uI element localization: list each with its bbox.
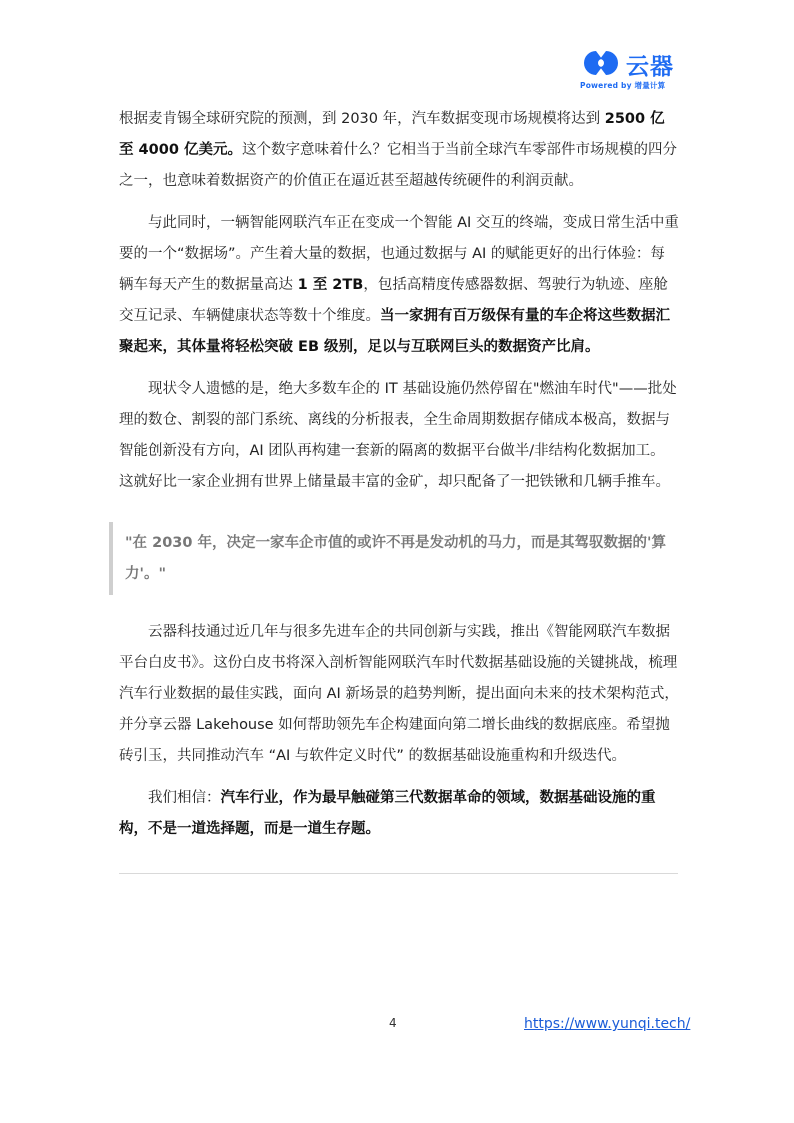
text-run: 这个数字意味着什么？它相当于当前全球汽车零部件市场规模的四分之一，也意味着数据资产的价值正在逼近甚至超越传统硬件的利润贡献。 — [119, 142, 677, 189]
website-link[interactable]: https://www.yunqi.tech/ — [524, 1016, 691, 1032]
paragraph — [119, 208, 679, 363]
brand-logo — [580, 46, 680, 92]
text-run: 与此同时，一辆智能网联汽车正在变成一个智能 AI 交互的终端，变成日常生活中重要的一个“数据场”。产生着大量的数据，也通过数据与 AI 的赋能更好的出行体验：每辆车每天产生的数据量高达 — [119, 215, 679, 293]
divider — [119, 873, 678, 874]
bold-run: 汽车行业，作为最早触碰第三代数据革命的领域，数据基础设施的重构，不是一道选择题，而是一道生存题。 — [119, 790, 656, 837]
article-body — [119, 104, 679, 845]
logo-name: 云器 — [626, 54, 674, 80]
paragraph: 现状令人遗憾的是，绝大多数车企的 IT 基础设施仍然停留在"燃油车时代"——批处理的数仓、割裂的部门系统、离线的分析报表，全生命周期数据存储成本极高，数据与智能创新没有方向，AI 团队再构建一套新的隔离的数据平台做半/非结构化数据加工。这就好比一家企业拥有世界上储量最丰富的金矿，却只配备了一把铁锹和几辆手推车。 — [119, 381, 677, 490]
bold-run: 当一家拥有百万级保有量的车企将这些数据汇聚起来，其体量将轻松突破 EB 级别，足以与互联网巨头的数据资产比肩。 — [119, 308, 670, 355]
logo-mark-icon — [580, 49, 622, 77]
text-run: 我们相信： — [148, 790, 221, 806]
paragraph — [119, 104, 679, 197]
page-number: 4 — [389, 1016, 397, 1030]
paragraph: 云器科技通过近几年与很多先进车企的共同创新与实践，推出《智能网联汽车数据平台白皮书》。这份白皮书将深入剖析智能网联汽车时代数据基础设施的关键挑战，梳理汽车行业数据的最佳实践，面向 AI 新场景的趋势判断，提出面向未来的技术架构范式，并分享云器 Lakehouse 如何帮助领先车企构建面向第二增长曲线的数据底座。希望抛砖引玉，共同推动汽车 “AI 与软件定义时代” 的数据基础设施重构和升级迭代。 — [119, 624, 679, 764]
bold-run: 1 至 2TB — [297, 277, 364, 293]
text-run: 根据麦肯锡全球研究院的预测，到 2030 年，汽车数据变现市场规模将达到 — [119, 111, 605, 127]
paragraph — [119, 783, 679, 845]
logo-tagline: Powered by 增量计算 — [580, 81, 666, 90]
bold-run: 2500 亿至 4000 亿美元。 — [119, 111, 665, 158]
text-run: ，包括高精度传感器数据、驾驶行为轨迹、座舱交互记录、车辆健康状态等数十个维度。 — [119, 277, 668, 324]
pull-quote: "在 2030 年，决定一家车企市值的或许不再是发动机的马力，而是其驾驭数据的'算力'。" — [109, 522, 679, 595]
